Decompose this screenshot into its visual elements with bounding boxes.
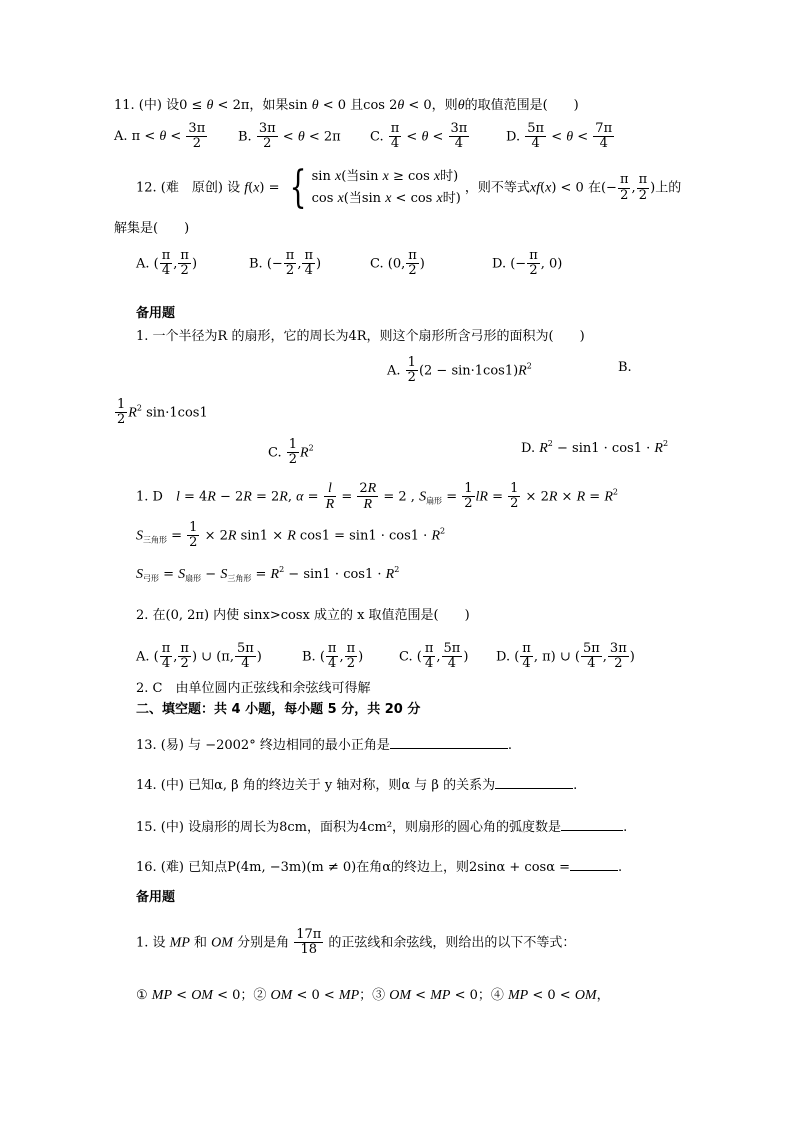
backup1-solution-line3: $S_{弓形} = S_{扇形} - S_{三角形} = R^2 - \sin 1 \cdot \cos 1 \cdot R^2$ [136,565,400,583]
backup1-q2-option-b: B. ( $\frac{\pi}{4}$ , $\frac{\pi}{2}$ ) [302,641,364,672]
q11-option-d: D. $\frac{5\pi}{4}$ < θ < $\frac{7\pi}{4}$ [506,121,613,152]
q15: 15. (中) 设扇形的周长为8cm，面积为4cm²，则扇形的圆心角的弧度数是 . [136,820,628,835]
backup1-q1: 1. 一个半径为R 的扇形，它的周长为4R，则这个扇形所含弓形的面积为( ) [136,329,585,344]
q13-answer-blank[interactable] [390,736,508,749]
q12-option-b: B. (− $\frac{\pi}{2}$ , $\frac{\pi}{4}$ ) [249,248,322,279]
q11-stem: 11. (中) 设0 ≤ θ < 2π，如果sin θ < 0 且cos 2θ < 0，则θ的取值范围是( ) [114,98,579,113]
backup1-option-d: D. $R^2 - \sin 1 \cdot \cos 1 \cdot R^2$ [521,439,669,456]
backup1-q2-option-c: C. ( $\frac{\pi}{4}$ , $\frac{5\pi}{4}$ ) [399,641,469,672]
q12-cont: 解集是( ) [114,221,190,236]
backup2-q1: 1. 设 MP 和 OM 分别是角 $\frac{17\pi}{18}$ 的正弦线和余弦线，则给出的以下不等式： [136,927,576,958]
section-heading-fill-blank: 二、填空题：共 4 小题，每小题 5 分，共 20 分 [136,702,421,717]
backup2-inequalities: ① MP < OM < 0；② OM < 0 < MP；③ OM < MP < 0；④ MP < 0 < OM， [136,988,610,1003]
q11-option-b: B. $\frac{3\pi}{2}$ < θ < 2π [238,121,341,152]
backup1-option-b: B. [618,360,632,375]
q12-option-d: D. (− $\frac{\pi}{2}$ , 0) [492,248,563,279]
q12-option-c: C. (0, $\frac{\pi}{2}$ ) [370,248,425,279]
backup1-solution-line1: 1. D l = 4R − 2R = 2R, α = $\frac{l}{R}$ = $\frac{2R}{R}$ = 2 , $S_{扇形}$ = $\frac{1}{2}$ lR = $\frac{1}{2}$ × $2R \times R = R^2$ [136,481,618,513]
q11-options [114,122,208,152]
backup1-solution-line2: $S_{三角形}$ = $\frac{1}{2}$ × 2R sin1 × R $\cos 1 = \sin 1 \cdot \cos 1 \cdot R^2$ [136,520,446,551]
backup-heading-2: 备用题 [136,890,176,905]
q12-case2: cos x(当sin x < cos x时) [311,191,461,206]
q11-option-a: A. π < θ < $\frac{3\pi}{2}$ [114,121,206,152]
q15-answer-blank[interactable] [561,818,623,831]
q11-option-c: C. $\frac{\pi}{4}$ < θ < $\frac{3\pi}{4}$ [370,121,468,152]
backup1-q2-option-a: A. ( $\frac{\pi}{4}$ , $\frac{\pi}{2}$ ) ∪ (π, $\frac{5\pi}{4}$ ) [136,641,262,672]
q12-option-a: A. ( $\frac{\pi}{4}$ , $\frac{\pi}{2}$ ) [136,248,198,279]
backup1-q2-solution: 2. C 由单位圆内正弦线和余弦线可得解 [136,681,371,696]
q14-answer-blank[interactable] [495,776,573,789]
backup1-option-a: A. $\frac{1}{2}$ $(2 - \sin\cdot 1\cos 1)R^2$ [387,355,532,386]
backup1-q2: 2. 在(0, 2π) 内使 sinx>cosx 成立的 x 取值范围是( ) [136,608,470,623]
q14: 14. (中) 已知α, β 角的终边关于 y 轴对称，则α 与 β 的关系为 . [136,778,578,793]
backup-heading-1: 备用题 [136,306,176,321]
q16-answer-blank[interactable] [570,858,618,871]
backup1-q2-option-d: D. ( $\frac{\pi}{4}$ , π) ∪ ( $\frac{5\pi}{4}$ , $\frac{3\pi}{2}$ ) [496,641,635,672]
q13: 13. (易) 与 −2002° 终边相同的最小正角是 . [136,738,512,753]
backup1-option-c: C. $\frac{1}{2}$ $R^2$ [268,437,314,468]
backup1-option-b-cont: $\frac{1}{2}$ $R^2$ sin·1cos1 [117,397,208,428]
q16: 16. (难) 已知点P(4m, −3m)(m ≠ 0)在角α的终边上，则2sinα + cosα = . [136,860,623,875]
q12-stem: 12. (难 原创) 设 f(x) = { sin x(当sin x ≥ cos x时) cos x(当sin x < cos x时) ，则不等式xf(x) < 0 在(− $\frac{\pi}{2}$ , $\frac{\pi}{2}$ )上的 [136,162,682,213]
q12-case1: sin x(当sin x ≥ cos x时) [311,169,459,184]
